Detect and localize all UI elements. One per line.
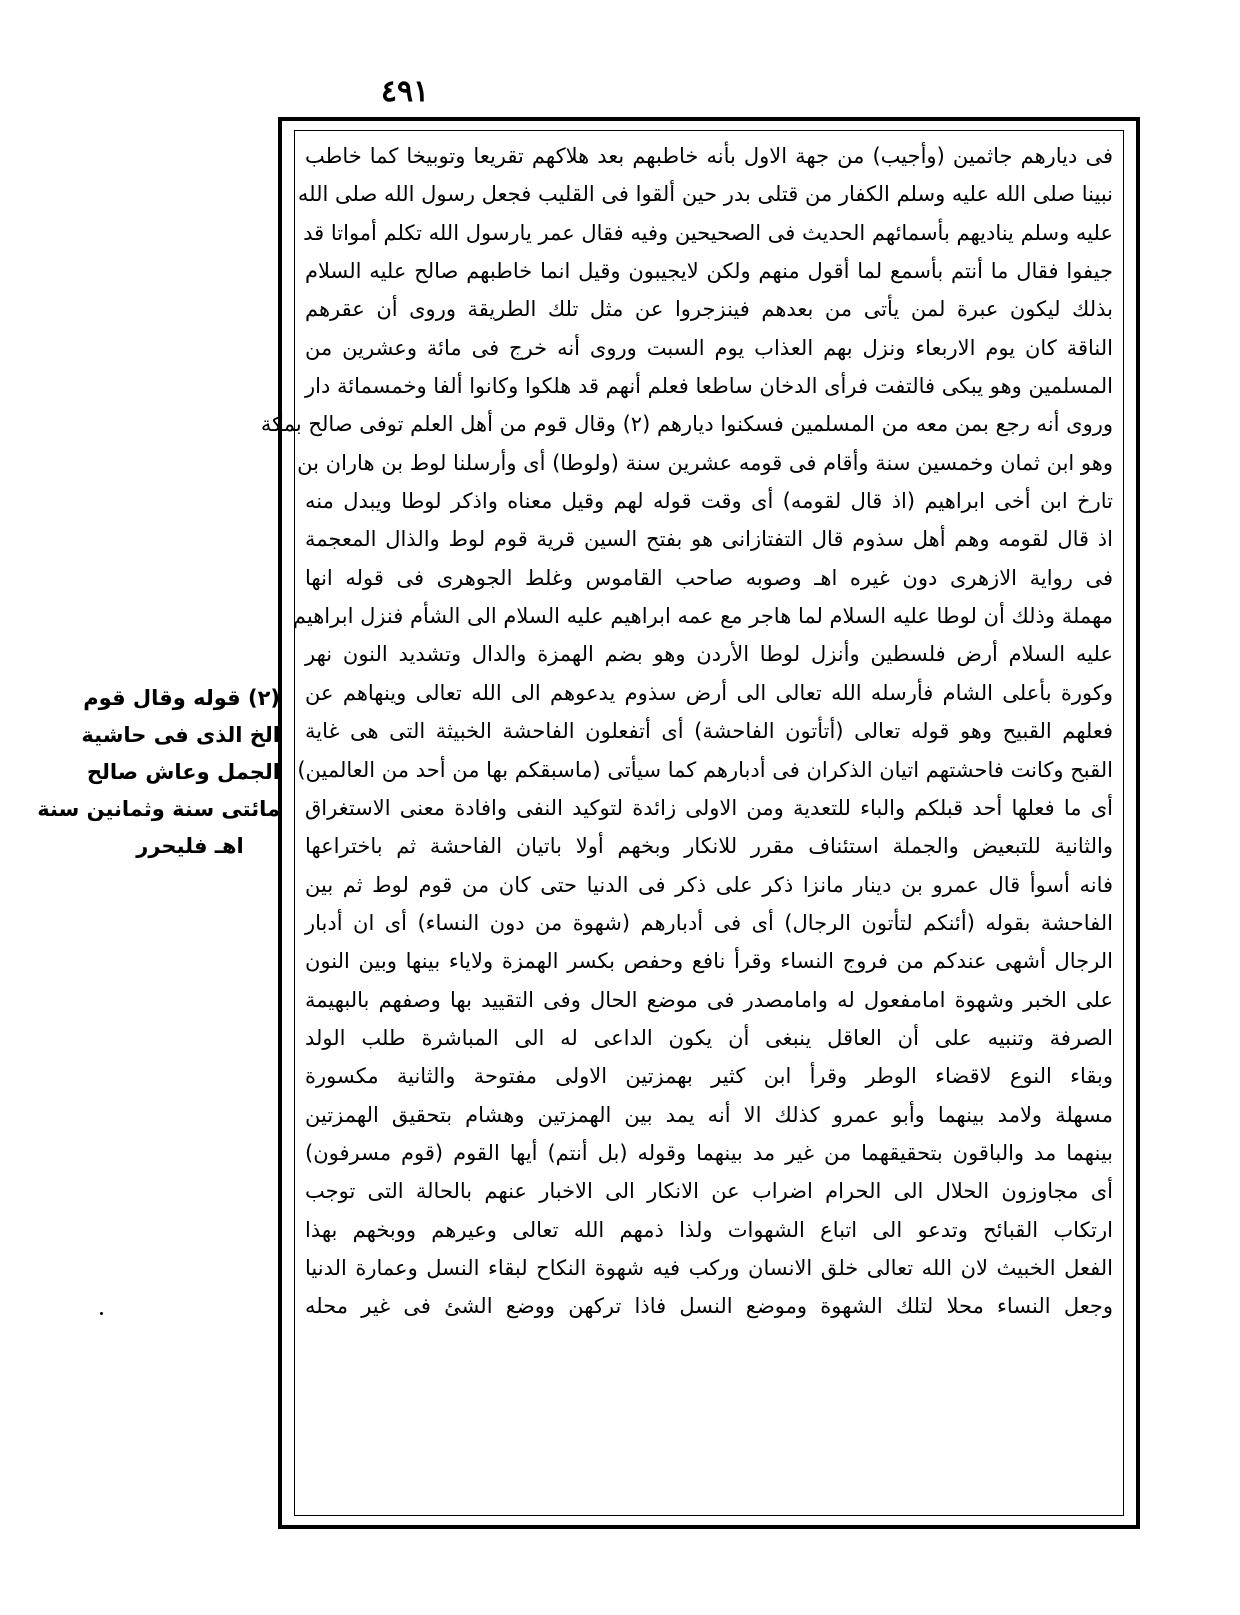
text-line: بذلك ليكون عبرة لمن يأتى من بعدهم فينزجروا عن مثل تلك الطريقة وروى أن عقرهم xyxy=(305,297,1113,322)
text-line: ارتكاب القبائح وتدعو الى اتباع الشهوات ولذا ذمهم الله تعالى وعيرهم ووبخهم بهذا xyxy=(305,1217,1113,1242)
scan-speck xyxy=(100,1312,103,1315)
text-line: وهو ابن ثمان وخمسين سنة وأقام فى قومه عشرين سنة (ولوطا) أى وأرسلنا لوط بن هاران بن xyxy=(297,450,1113,475)
text-line: فى ديارهم جاثمين (وأجيب) من جهة الاول بأنه خاطبهم بعد هلاكهم تقريعا وتوبيخا كما خاطب xyxy=(305,144,1113,168)
text-line: والثانية للتبعيض والجملة استئناف مقرر للانكار وبخهم أولا باتيان الفاحشة ثم باختراعها xyxy=(305,834,1113,859)
text-line: الفعل الخبيث لان الله تعالى خلق الانسان وركب فيه شهوة النكاح لبقاء النسل وعمارة الدنيا xyxy=(305,1255,1113,1280)
footnote-line: الجمل وعاش صالح xyxy=(86,760,280,784)
text-line: مهملة وذلك أن لوطا عليه السلام لما هاجر مع عمه ابراهيم عليه السلام الى الشأم فنزل ابراهيم xyxy=(292,604,1113,629)
text-line: على الخبر وشهوة امامفعول له وامامصدر فى موضع الحال وفى التقييد بها وصفهم بالبهيمة xyxy=(305,987,1113,1012)
margin-footnote xyxy=(37,680,280,865)
page-number: ٤٩١ xyxy=(380,74,430,109)
text-line: فى رواية الازهرى دون غيره اهـ وصوبه صاحب القاموس وغلط الجوهرى فى قوله انها xyxy=(305,565,1113,590)
text-line: فانه أسوأ قال عمرو بن دينار مانزا ذكر على ذكر فى الدنيا حتى كان من قوم لوط ثم بين xyxy=(305,872,1113,897)
text-line: الفاحشة بقوله (أئنكم لتأتون الرجال) أى فى أدبارهم (شهوة من دون النساء) أى ان أدبار xyxy=(305,910,1113,935)
text-line: أى ما فعلها أحد قبلكم والباء للتعدية ومن الاولى زائدة لتوكيد النفى وافادة معنى الاستغراق xyxy=(305,795,1113,820)
text-frame xyxy=(260,117,1140,1529)
text-line: المسلمين وهو يبكى فالتفت فرأى الدخان ساطعا فعلم أنهم قد هلكوا وكانوا ألفا وخمسمائة دار xyxy=(304,374,1113,399)
text-line: الناقة كان يوم الاربعاء ونزل بهم العذاب يوم السبت وروى أنه خرج فى مائة وعشرين من xyxy=(305,335,1113,360)
text-line: وجعل النساء محلا لتلك الشهوة وموضع النسل فاذا تركهن ووضع الشئ فى غير محله xyxy=(305,1294,1113,1319)
text-line: عليه وسلم يناديهم بأسمائهم الحديث فى الصحيحين وفيه فقال عمر يارسول الله تكلم أمواتا قد xyxy=(303,220,1113,245)
text-line: وروى أنه رجع بمن معه من المسلمين فسكنوا ديارهم (٢) وقال قوم من أهل العلم توفى صالح بمكة xyxy=(260,412,1113,437)
text-line: بينهما مد والباقون بتحقيقهما من غير مد بينهما وقوله (بل أنتم) أيها القوم (قوم مسرفون) xyxy=(305,1140,1113,1165)
text-line: نبينا صلى الله عليه وسلم الكفار من قتلى بدر حين ألقوا فى القليب فجعل رسول الله صلى الله xyxy=(297,182,1113,207)
text-line: اذ قال لقومه وهم أهل سذوم قال التفتازانى هو بفتح السين قرية قوم لوط والذال المعجمة xyxy=(305,527,1113,552)
text-line: الصرفة وتنبيه على أن العاقل ينبغى أن يكون الداعى له الى المباشرة طلب الولد xyxy=(305,1025,1113,1050)
text-line: القبح وكانت فاحشتهم اتيان الذكران فى أدبارهم كما سيأتى (ماسبقكم بها من أحد من العالمين) xyxy=(297,757,1113,782)
footnote-line: الخ الذى فى حاشية xyxy=(81,723,280,747)
footnote-line: اهـ فليحرر xyxy=(136,834,244,858)
text-line: أى مجاوزون الحلال الى الحرام اضراب عن الانكار الى الاخبار عنهم بالحالة التى توجب xyxy=(305,1179,1113,1204)
text-block xyxy=(260,130,1124,1516)
footnote-line: مائتى سنة وثمانين سنة xyxy=(37,797,280,821)
text-line: عليه السلام أرض فلسطين وأنزل لوطا الأردن وهو بضم الهمزة والدال وتشديد النون نهر xyxy=(305,642,1113,667)
text-line: وبقاء النوع لاقضاء الوطر وقرأ ابن كثير بهمزتين الاولى مفتوحة والثانية مكسورة xyxy=(305,1064,1113,1089)
text-line: الرجال أشهى عندكم من فروج النساء وقرأ نافع وحفص بكسر الهمزة ولاياء بينها وبين النون xyxy=(305,949,1113,974)
text-line: تارخ ابن أخى ابراهيم (اذ قال لقومه) أى وقت قوله لهم وقيل معناه واذكر لوطا ويبدل منه xyxy=(305,489,1113,514)
text-line: وكورة بأعلى الشام فأرسله الله تعالى الى أرض سذوم يدعوهم الى الله تعالى وينهاهم عن xyxy=(305,680,1113,705)
text-line: مسهلة ولامد بينهما وأبو عمرو كذلك الا أنه يمد بين الهمزتين وهشام بتحقيق الهمزتين xyxy=(305,1102,1113,1127)
text-line: فعلهم القبيح وهو قوله تعالى (أتأتون الفاحشة) أى أتفعلون الفاحشة الخبيثة التى هى غاية xyxy=(305,719,1113,744)
text-line: جيفوا فقال ما أنتم بأسمع لما أقول منهم ولكن لايجيبون وقيل انما خاطبهم صالح عليه السلام xyxy=(305,259,1113,284)
footnote-line: (٢) قوله وقال قوم xyxy=(83,686,280,710)
